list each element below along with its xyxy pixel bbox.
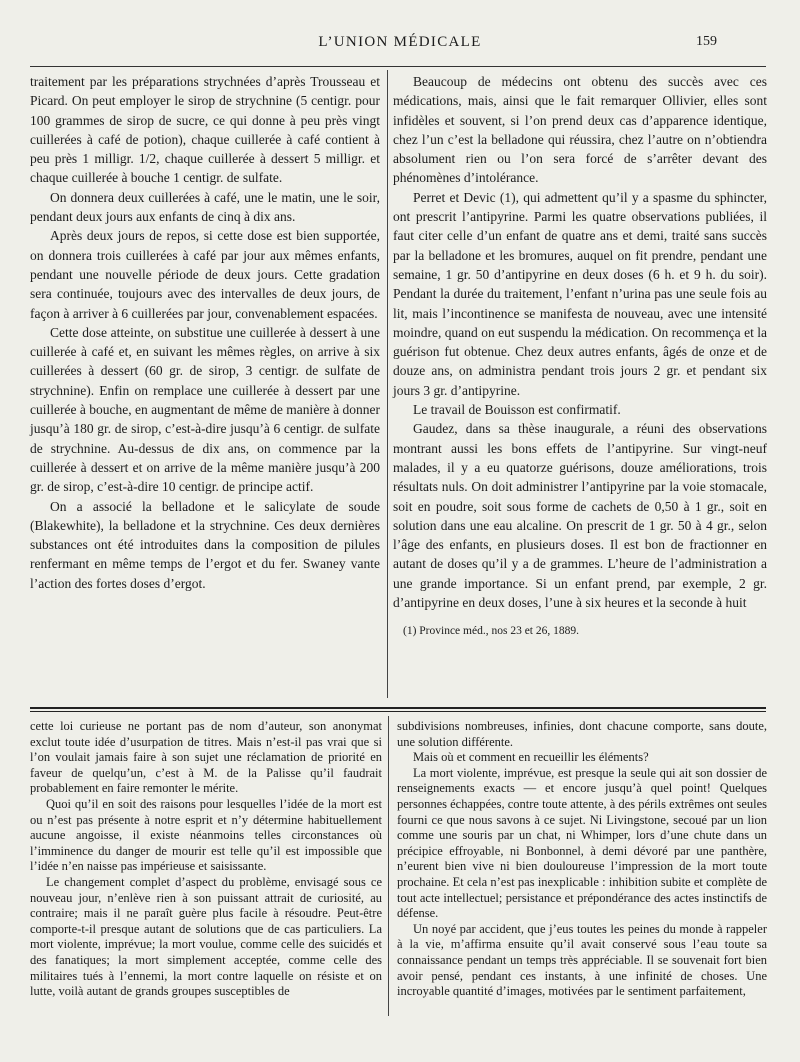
column-divider [387, 70, 388, 698]
footnote: (1) Province méd., nos 23 et 26, 1889. [403, 625, 579, 638]
paragraph: subdivisions nombreuses, infinies, dont chacune comporte, sans doute, une solution différente. [397, 719, 767, 749]
paragraph: Beaucoup de médecins ont obtenu des succès avec ces médications, mais, ainsi que le fait remarquer Ollivier, elles sont infidèles et souvent, si l’on prend deux cas d’apparence identique, chez l’un c’est la belladone qui réussira, chez l’autre on n’obtiendra absolument rien ou l’on sera forcé de s’arrêter devant des phénomènes d’intolérance. [393, 74, 767, 186]
feuilleton-rule [30, 707, 766, 709]
paragraph: On donnera deux cuillerées à café, une le matin, une le soir, pendant deux jours aux enfants de cinq à dix ans. [30, 189, 380, 225]
paragraph: Mais où et comment en recueillir les éléments? [413, 750, 649, 765]
paragraph: Le travail de Bouisson est confirmatif. [413, 402, 621, 418]
paragraph: Le changement complet d’aspect du problème, envisagé sous ce nouveau jour, n’enlève rien à son puissant attrait de curiosité, au contraire; mais il ne paraît guère plus facile à résoudre. Peut-être comporte-t-il presque autant de solutions que de cas particuliers. La mort violente, imprévue; la mort voulue, comme celle des suicidés et des fanatiques; la mort simplement acceptée, comme celle des militaires tués à l’ennemi, la mort contre laquelle on résiste et on lutte, voilà autant de grands groupes susceptibles de [30, 874, 382, 999]
upper-right-column [393, 72, 767, 638]
paragraph: cette loi curieuse ne portant pas de nom d’auteur, son anonymat exclut toute idée d’usurpation de titres. Mais n’est-il pas vrai que si l’on voulait jamais faire à son sujet une réclamation de priorité en faveur de quelqu’un, c’est à M. de la Palisse qu’il faudrait probablement en faire remonter le mérite. [30, 719, 382, 796]
paragraph: Un noyé par accident, que j’eus toutes les peines du monde à rappeler à la vie, m’affirma ensuite qu’il avait conservé sous l’eau toute sa connaissance pendant un temps très appréciable. Il se souvenait fort bien avoir pensé, pendant ces instants, à une infinité de choses. Une incroyable quantité d’images, motivées par le sentiment parfaitement, [397, 921, 767, 999]
feuilleton-left-column [30, 719, 382, 1000]
header-rule [30, 66, 766, 67]
page-header [0, 34, 800, 56]
paragraph: Cette dose atteinte, on substitue une cuillerée à dessert à une cuillerée à café et, en suivant les mêmes règles, on arrive à six cuillerées à dessert (60 gr. de sirop, 3 centigr. de sulfate de strychnine). Enfin on remplace une cuillerée à dessert par une cuillerée à bouche, en augmentant de même de manière à donner jusqu’à 180 gr. de sirop, c’est-à-dire jusqu’à 6 centigr. de sulfate de strychnine. Au-dessus de dix ans, on commence par la cuillerée à dessert et on arrive de la même manière jusqu’à 200 gr. de sirop, c’est-à-dire 10 centigr. de principe actif. [30, 324, 380, 495]
paragraph: Quoi qu’il en soit des raisons pour lesquelles l’idée de la mort est ou n’est pas présente à notre esprit et n’y détermine habituellement aucune angoisse, il existe néanmoins telles circonstances où l’imminence du danger de mourir est telle qu’il est impossible que l’idée n’en naisse pas impérieuse et saisissante. [30, 796, 382, 874]
upper-left-column [30, 72, 380, 593]
paragraph: Gaudez, dans sa thèse inaugurale, a réuni des observations montrant aussi les bons effets de l’antipyrine. Sur vingt-neuf malades, il y a eu quatorze guérisons, douze améliorations, trois résultats nuls. On doit administrer l’antipyrine par la voie stomacale, soit en poudre, soit sous forme de cachets de 0,50 à 1 gr., soit en solution dans une eau alcaline. On prescrit de 1 gr. 50 à 4 gr., selon l’âge des enfants, en plusieurs doses. Il est bon de fractionner en autant de doses qu’il y a de grammes. L’heure de l’administration a une grande importance. Si un enfant prend, par exemple, 2 gr. d’antipyrine en deux doses, l’une à six heures et la seconde à huit [393, 421, 767, 611]
feuilleton-rule-thin [30, 711, 766, 712]
paragraph: On a associé la belladone et le salicylate de soude (Blakewhite), la belladone et la strychnine. Ces deux dernières substances ont été introduites dans la composition de pilules renfermant en même temps de l’ergot et du fer. Swaney vante l’action des fortes doses d’ergot. [30, 498, 380, 591]
paragraph: Perret et Devic (1), qui admettent qu’il y a spasme du sphincter, ont prescrit l’antipyrine. Parmi les quatre observations publiées, il faut citer celle d’un enfant de quatre ans et demi, traité sans succès par la belladone et les bromures, auquel on fit prendre, pendant une semaine, 1 gr. 50 d’antipyrine en deux doses (6 h. et 9 h. du soir). Pendant la durée du traitement, l’enfant n’urina pas une seule fois au lit, mais l’incontinence se manifesta de nouveau, avec une intensité moindre, quand on eut suspendu la médication. On recommença et la guérison fut obtenue. Chez deux autres enfants, âgés de onze et de douze ans, on administra pendant trois jours 2 gr. et pendant six jours 3 gr. d’antipyrine. [393, 189, 767, 398]
column-divider [388, 716, 389, 1016]
paragraph: La mort violente, imprévue, est presque la seule qui ait son dossier de renseignements exacts — et encore jusqu’à quel point! Quelques personnes échappées, contre toute attente, à des périls extrêmes ont seules fourni ce que nous savons à ce sujet. Ni Livingstone, secoué par un lion comme une souris par un chat, ni Whimper, lors d’une chute dans un précipice effroyable, ni Bonbonnel, à demi dévoré par une panthère, n’eurent bien vive ni bien douloureuse l’impression de la mort toute prochaine. Et cela n’est pas inexplicable : inhibition subite et complète de tout acte intellectuel; persistance et prépondérance des actes instinctifs de défense. [397, 765, 768, 921]
paragraph: Après deux jours de repos, si cette dose est bien supportée, on donnera trois cuillerées à café par jour aux mêmes enfants, pendant une nouvelle période de deux jours. Cette gradation sera continuée, toujours avec des intervalles de deux jours, de façon à arriver à 6 cuillerées par jour, convenablement espacées. [30, 228, 380, 321]
paragraph: traitement par les préparations strychnées d’après Trousseau et Picard. On peut employer le sirop de strychnine (5 centigr. pour 100 grammes de sirop de sucre, ce qui donne à peu près vingt cuillerées à café de potion), chaque cuillerée à café contient à peu près 1 milligr. 1/2, chaque cuillerée à dessert 5 milligr. et chaque cuillerée à bouche 1 centigr. de sulfate. [30, 74, 380, 186]
page-number: 159 [696, 34, 717, 49]
feuilleton-right-column [397, 719, 767, 1000]
running-title: L’UNION MÉDICALE [318, 34, 482, 50]
